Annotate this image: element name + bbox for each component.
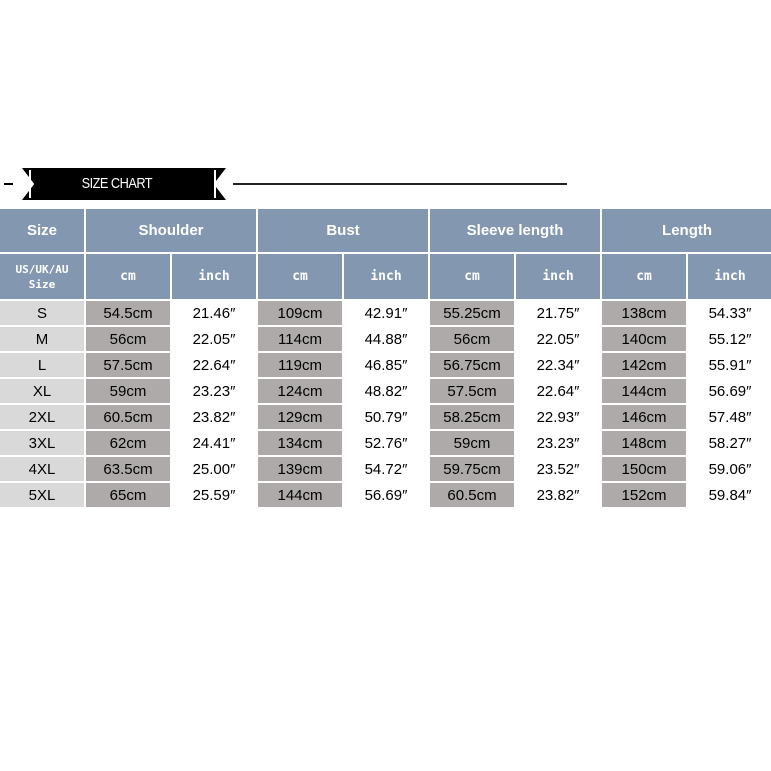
cm-value-cell: 59cm [430, 431, 514, 455]
size-cell: M [0, 327, 84, 351]
inch-value-cell: 22.64″ [516, 379, 600, 403]
cm-value-cell: 129cm [258, 405, 342, 429]
size-cell: 2XL [0, 405, 84, 429]
cm-value-cell: 144cm [258, 483, 342, 507]
unit-cm-header: cm [86, 254, 170, 299]
inch-value-cell: 42.91″ [344, 301, 428, 325]
cm-value-cell: 124cm [258, 379, 342, 403]
table-row [0, 483, 771, 507]
inch-value-cell: 25.00″ [172, 457, 256, 481]
cm-value-cell: 55.25cm [430, 301, 514, 325]
inch-value-cell: 23.23″ [516, 431, 600, 455]
inch-value-cell: 23.23″ [172, 379, 256, 403]
size-cell: L [0, 353, 84, 377]
cm-value-cell: 63.5cm [86, 457, 170, 481]
cm-value-cell: 138cm [602, 301, 686, 325]
unit-header-row [0, 254, 771, 299]
inch-value-cell: 21.75″ [516, 301, 600, 325]
inch-value-cell: 50.79″ [344, 405, 428, 429]
cm-value-cell: 58.25cm [430, 405, 514, 429]
cm-value-cell: 144cm [602, 379, 686, 403]
inch-value-cell: 21.46″ [172, 301, 256, 325]
inch-value-cell: 57.48″ [688, 405, 771, 429]
cm-value-cell: 114cm [258, 327, 342, 351]
cm-value-cell: 65cm [86, 483, 170, 507]
cm-value-cell: 56cm [86, 327, 170, 351]
cm-value-cell: 148cm [602, 431, 686, 455]
cm-value-cell: 119cm [258, 353, 342, 377]
unit-inch-header: inch [172, 254, 256, 299]
cm-value-cell: 54.5cm [86, 301, 170, 325]
cm-value-cell: 152cm [602, 483, 686, 507]
ribbon-right-edge [214, 170, 216, 198]
group-header-row [0, 209, 771, 252]
inch-value-cell: 52.76″ [344, 431, 428, 455]
inch-value-cell: 56.69″ [688, 379, 771, 403]
table-row [0, 301, 771, 325]
table-row [0, 379, 771, 403]
unit-cm-header: cm [602, 254, 686, 299]
cm-value-cell: 56cm [430, 327, 514, 351]
inch-value-cell: 59.06″ [688, 457, 771, 481]
size-cell: 3XL [0, 431, 84, 455]
cm-value-cell: 60.5cm [86, 405, 170, 429]
inch-value-cell: 46.85″ [344, 353, 428, 377]
unit-cm-header: cm [258, 254, 342, 299]
cm-value-cell: 146cm [602, 405, 686, 429]
table-row [0, 457, 771, 481]
cm-value-cell: 59cm [86, 379, 170, 403]
unit-inch-header: inch [516, 254, 600, 299]
cm-value-cell: 134cm [258, 431, 342, 455]
sleeve-length-header: Sleeve length [430, 209, 600, 252]
bust-header: Bust [258, 209, 428, 252]
cm-value-cell: 60.5cm [430, 483, 514, 507]
inch-value-cell: 56.69″ [344, 483, 428, 507]
shoulder-header: Shoulder [86, 209, 256, 252]
inch-value-cell: 55.12″ [688, 327, 771, 351]
size-cell: 4XL [0, 457, 84, 481]
region-size-line1: US/UK/AU [15, 262, 69, 276]
cm-value-cell: 109cm [258, 301, 342, 325]
size-rows [0, 301, 771, 507]
inch-value-cell: 54.72″ [344, 457, 428, 481]
size-chart-banner [0, 162, 771, 206]
inch-value-cell: 23.82″ [172, 405, 256, 429]
unit-cm-header: cm [430, 254, 514, 299]
cm-value-cell: 140cm [602, 327, 686, 351]
cm-value-cell: 57.5cm [86, 353, 170, 377]
region-size-line2: Size [28, 277, 56, 291]
unit-inch-header: inch [344, 254, 428, 299]
inch-value-cell: 22.05″ [516, 327, 600, 351]
table-row [0, 405, 771, 429]
inch-value-cell: 59.84″ [688, 483, 771, 507]
ribbon-left-edge [29, 170, 31, 198]
table-row [0, 353, 771, 377]
size-chart-table [0, 207, 771, 509]
cm-value-cell: 139cm [258, 457, 342, 481]
size-cell: XL [0, 379, 84, 403]
cm-value-cell: 57.5cm [430, 379, 514, 403]
inch-value-cell: 22.34″ [516, 353, 600, 377]
inch-value-cell: 44.88″ [344, 327, 428, 351]
size-column-header: Size [0, 209, 84, 252]
inch-value-cell: 22.64″ [172, 353, 256, 377]
inch-value-cell: 23.52″ [516, 457, 600, 481]
inch-value-cell: 22.05″ [172, 327, 256, 351]
length-header: Length [602, 209, 771, 252]
table-row [0, 327, 771, 351]
table-row [0, 431, 771, 455]
inch-value-cell: 54.33″ [688, 301, 771, 325]
inch-value-cell: 22.93″ [516, 405, 600, 429]
cm-value-cell: 142cm [602, 353, 686, 377]
cm-value-cell: 56.75cm [430, 353, 514, 377]
region-size-header [0, 254, 84, 299]
size-cell: S [0, 301, 84, 325]
unit-inch-header: inch [688, 254, 771, 299]
cm-value-cell: 62cm [86, 431, 170, 455]
inch-value-cell: 55.91″ [688, 353, 771, 377]
inch-value-cell: 23.82″ [516, 483, 600, 507]
inch-value-cell: 58.27″ [688, 431, 771, 455]
banner-left-dash [4, 183, 13, 185]
cm-value-cell: 150cm [602, 457, 686, 481]
inch-value-cell: 24.41″ [172, 431, 256, 455]
size-cell: 5XL [0, 483, 84, 507]
cm-value-cell: 59.75cm [430, 457, 514, 481]
banner-rule-line [233, 183, 567, 185]
banner-title: SIZE CHART [81, 175, 153, 192]
inch-value-cell: 48.82″ [344, 379, 428, 403]
inch-value-cell: 25.59″ [172, 483, 256, 507]
